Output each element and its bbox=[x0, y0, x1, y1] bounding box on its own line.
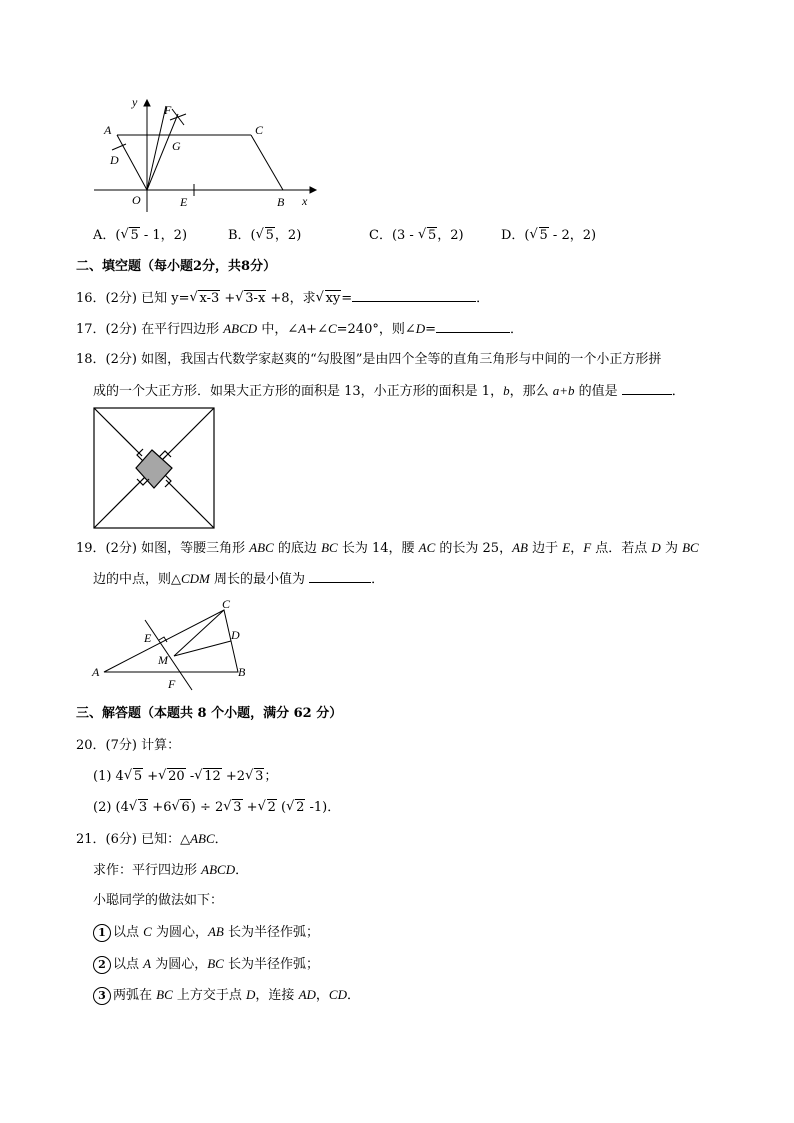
label-f: F bbox=[164, 103, 172, 117]
radical: √ xy bbox=[315, 290, 341, 306]
step-number-badge: 1 bbox=[93, 924, 111, 942]
step-number-badge: 2 bbox=[93, 956, 111, 974]
question-20-part-1: (1) 4 √ 5 + √ 20 - √ 12 +2 √ 3； bbox=[93, 768, 278, 784]
radical: √ 5 bbox=[123, 768, 143, 784]
label-o: O bbox=[132, 193, 141, 207]
radical: √ 20 bbox=[158, 768, 185, 784]
radical: √ 3 bbox=[223, 799, 242, 815]
answer-blank-19[interactable] bbox=[309, 570, 371, 583]
option-a: A．( √ 5 - 1，2) bbox=[93, 227, 188, 243]
question-19-line-2: 边的中点，则△CDM 周长的最小值为 ． bbox=[93, 571, 385, 587]
answer-blank-18[interactable] bbox=[622, 382, 672, 395]
label-b: B bbox=[238, 665, 246, 679]
question-21-step-3: 3 两弧在 BC 上方交于点 D，连接 AD，CD． bbox=[93, 986, 360, 1005]
label-e: E bbox=[144, 631, 152, 645]
question-18-line-1: 18．(2分) 如图，我国古代数学家赵爽的“勾股图”是由四个全等的直角三角形与中间的一个小正方形拼 bbox=[76, 352, 662, 367]
question-21-step-2: 2 以点 A 为圆心，BC 长为半径作弧； bbox=[93, 955, 319, 974]
label-a: A bbox=[104, 123, 112, 137]
step-number-badge: 3 bbox=[93, 987, 111, 1005]
segment-ao bbox=[117, 135, 147, 190]
question-21-heading: 21．(6分) 已知：△ABC． bbox=[76, 831, 228, 847]
answer-blank-16[interactable] bbox=[352, 289, 476, 302]
figure-q15-coordinate-diagram bbox=[88, 92, 320, 214]
radical: √ 5 bbox=[417, 227, 437, 243]
radical: √ 6 bbox=[171, 799, 190, 815]
radical: √ 5 bbox=[255, 227, 274, 243]
label-g: G bbox=[172, 139, 181, 153]
triangle-edge-3 bbox=[94, 408, 142, 456]
triangle-edge-4 bbox=[166, 480, 214, 528]
y-axis-arrow bbox=[144, 100, 150, 106]
section-2-title: 二、填空题（每小题2分，共8分） bbox=[76, 259, 277, 274]
question-19-line-1: 19．(2分) 如图，等腰三角形 ABC 的底边 BC 长为 14，腰 AC 的长为 25，AB 边于 E，F 点．若点 D 为 BC bbox=[76, 540, 699, 556]
radical: √ 5 bbox=[529, 227, 548, 243]
question-16: 16．(2分) 已知 y= √ x-3 + √ 3-x +8，求 √ xy= ． bbox=[76, 290, 490, 306]
question-21-method-intro: 小聪同学的做法如下： bbox=[93, 893, 224, 908]
radical: √ 12 bbox=[194, 768, 221, 784]
label-d: D bbox=[231, 628, 240, 642]
radical: √ 2 bbox=[286, 799, 305, 815]
label-d: D bbox=[110, 153, 119, 167]
segment-cb bbox=[251, 135, 283, 190]
right-angle-mark-4 bbox=[137, 449, 143, 461]
radical: √ 2 bbox=[257, 799, 276, 815]
question-20-heading: 20．(7分) 计算： bbox=[76, 738, 181, 753]
question-20-part-2: (2) (4 √ 3 +6 √ 6) ÷ 2 √ 3 + √ 2 ( √ 2 -1)． bbox=[93, 799, 341, 815]
section-3-title: 三、解答题（本题共 8 个小题，满分 62 分） bbox=[76, 706, 343, 721]
label-m: M bbox=[158, 653, 168, 667]
right-angle-mark-2 bbox=[165, 475, 171, 487]
question-21-step-1: 1 以点 C 为圆心，AB 长为半径作弧； bbox=[93, 923, 319, 942]
radical: √ x-3 bbox=[189, 290, 220, 306]
option-c: C．(3 - √ 5，2) bbox=[369, 227, 464, 243]
question-18-line-2: 成的一个大正方形．如果大正方形的面积是 13，小正方形的面积是 1，b，那么 a+b 的值是 ． bbox=[93, 383, 685, 399]
option-b: B．( √ 5，2) bbox=[228, 227, 302, 243]
label-b: B bbox=[277, 195, 285, 209]
label-e: E bbox=[180, 195, 188, 209]
label-x: x bbox=[302, 194, 308, 208]
radical: √ 3-x bbox=[235, 290, 266, 306]
segment-bisector bbox=[147, 106, 166, 190]
option-d: D．( √ 5 - 2，2) bbox=[501, 227, 597, 243]
triangle-abc bbox=[104, 610, 238, 672]
question-21-requirement: 求作：平行四边形 ABCD． bbox=[93, 862, 249, 878]
label-f: F bbox=[168, 677, 176, 691]
radical: √ 3 bbox=[128, 799, 148, 815]
x-axis-arrow bbox=[310, 187, 316, 193]
label-y: y bbox=[132, 95, 138, 109]
answer-blank-17[interactable] bbox=[436, 320, 510, 333]
right-angle-mark-1 bbox=[159, 451, 171, 457]
label-c: C bbox=[222, 597, 231, 611]
label-a: A bbox=[92, 665, 100, 679]
radical: √ 5 bbox=[120, 227, 139, 243]
figure-q19-triangle bbox=[88, 594, 258, 694]
radical: √ 3 bbox=[245, 768, 264, 784]
question-17: 17．(2分) 在平行四边形 ABCD 中，∠A+∠C=240°，则∠D= ． bbox=[76, 321, 524, 337]
label-c: C bbox=[255, 123, 264, 137]
figure-q18-gougu-diagram bbox=[93, 407, 215, 529]
